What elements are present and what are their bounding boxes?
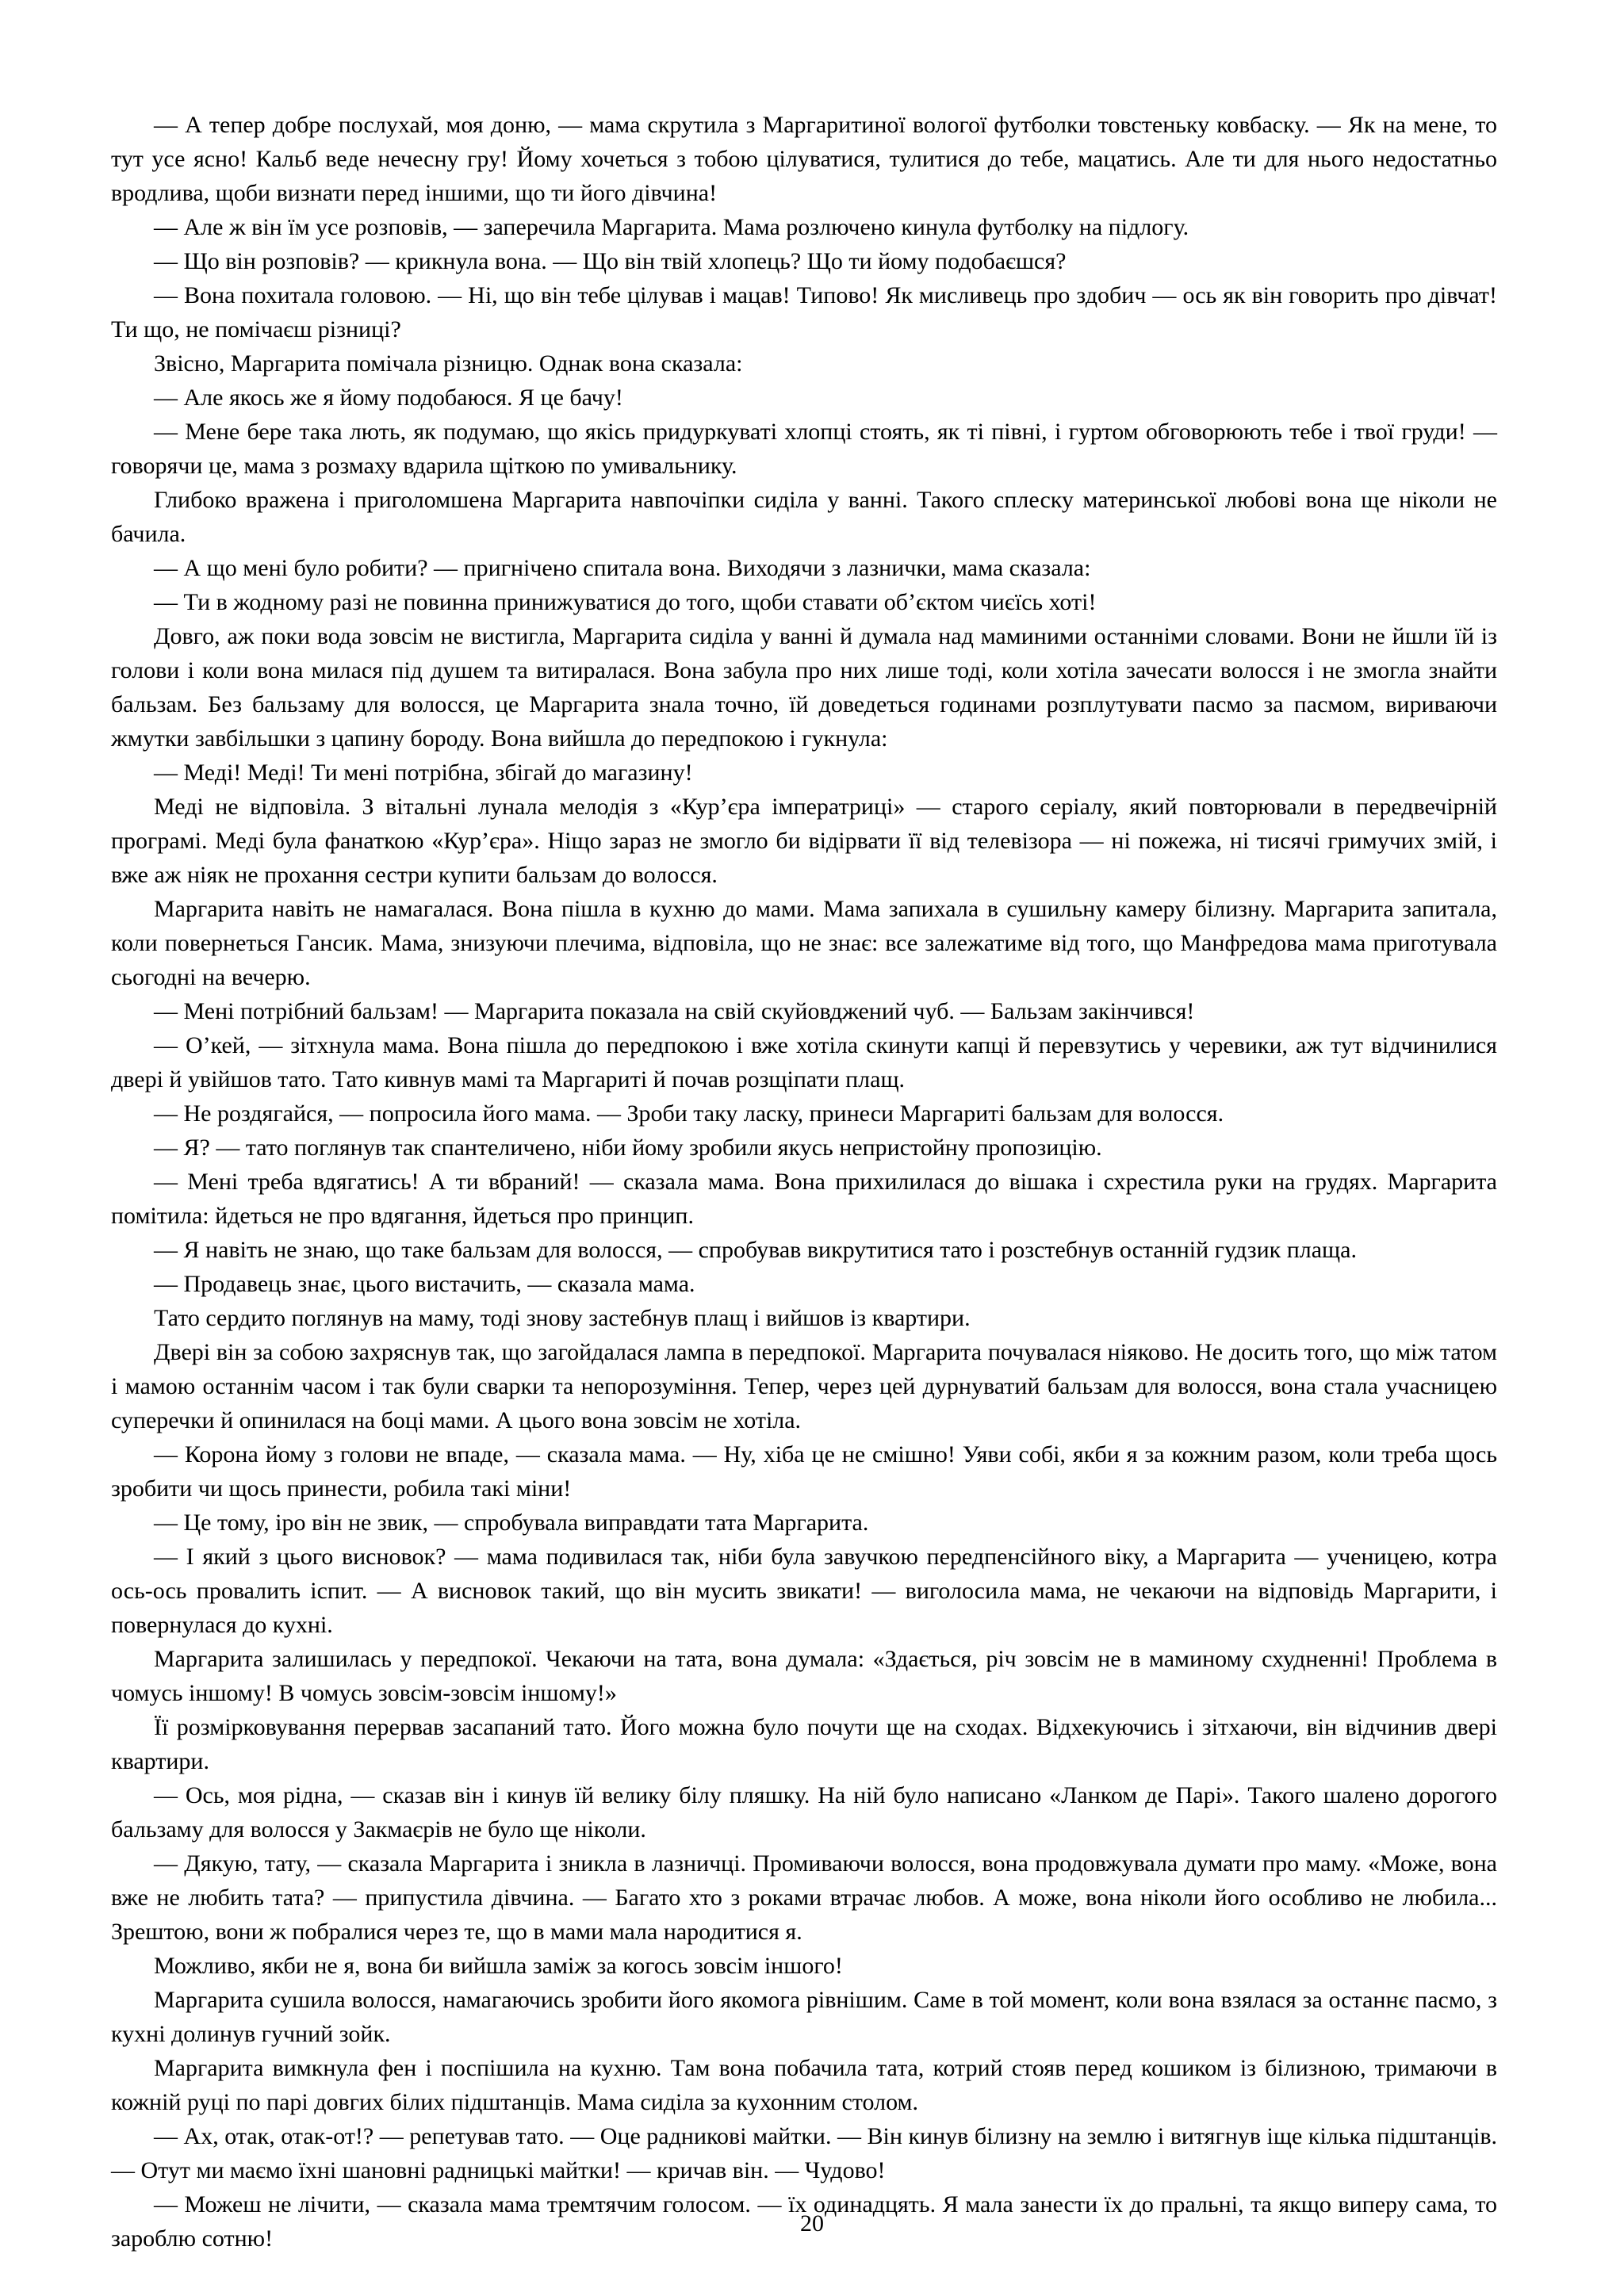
paragraph: — Вона похитала головою. — Ні, що він тебе цілував і мацав! Типово! Як мисливець про здобич — ось як він говорить про дівчат! Ти що, не помічаєш різниці? [111, 282, 1497, 342]
paragraph: Звісно, Маргарита помічала різницю. Однак вона сказала: [154, 350, 743, 377]
paragraph: — О’кей, — зітхнула мама. Вона пішла до передпокою і вже хотіла скинути капці й перевзутись у черевики, аж тут відчинилися двері й увійшов тато. Тато кивнув мамі та Маргариті й почав розщіпати плащ. [111, 1032, 1497, 1093]
paragraph: Маргарита вимкнула фен і поспішила на кухню. Там вона побачила тата, котрий стояв перед кошиком із білизною, тримаючи в кожній руці по парі довгих білих підштанців. Мама сиділа за кухонним столом. [111, 2055, 1497, 2115]
paragraph: Меді не відповіла. З вітальні лунала мелодія з «Кур’єра імператриці» — старого серіалу, який повторювали в передвечірній програмі. Меді була фанаткою «Кур’єра». Ніщо зараз не змогло би відірвати її від телевізора — ні пожежа, ні тисячі гримучих змій, і вже аж ніяк не прохання сестри купити бальзам до волосся. [111, 794, 1497, 888]
paragraph: — Але якось же я йому подобаюся. Я це бачу! [154, 385, 623, 411]
paragraph: Можливо, якби не я, вона би вийшла заміж за когось зовсім іншого! [154, 1953, 843, 1979]
paragraph: Маргарита навіть не намагалася. Вона пішла в кухню до мами. Мама запихала в сушильну камеру білизну. Маргарита запитала, коли повернеться Гансик. Мама, знизуючи плечима, відповіла, що не знає: все залежатиме від того, що Манфредова мама приготувала сьогодні на вечерю. [111, 896, 1497, 990]
paragraph: — Мені треба вдягатись! А ти вбраний! — сказала мама. Вона прихилилася до вішака і схрестила руки на грудях. Маргарита помітила: йдеться не про вдягання, йдеться про принцип. [111, 1169, 1497, 1229]
paragraph: — Корона йому з голови не впаде, — сказала мама. — Ну, хіба це не смішно! Уяви собі, якби я за кожним разом, коли треба щось зробити чи щось принести, робила такі міни! [111, 1441, 1497, 1502]
paragraph: — Але ж він їм усе розповів, — заперечила Маргарита. Мама розлючено кинула футболку на підлогу. [154, 214, 1189, 240]
paragraph: Довго, аж поки вода зовсім не вистигла, Маргарита сиділа у ванні й думала над маминими останніми словами. Вони не йшли їй із голови і коли вона милася під душем та витиралася. Вона забула про них лише тоді, коли хотіла зачесати волосся і не змогла знайти бальзам. Без бальзаму для волосся, це Маргарита знала точно, їй доведеться годинами розплутувати пасмо за пасмом, вириваючи жмутки завбільшки з цапину бороду. Вона вийшла до передпокою і гукнула: [111, 623, 1497, 752]
paragraph: — Це тому, іро він не звик, — спробувала виправдати тата Маргарита. [154, 1510, 869, 1536]
paragraph: — І який з цього висновок? — мама подивилася так, ніби була завучкою передпенсійного віку, а Маргарита — ученицею, котра ось-ось провалить іспит. — А висновок такий, що він мусить звикати! — виголосила мама, не чекаючи на відповідь Маргарити, і повернулася до кухні. [111, 1544, 1497, 1638]
page-number: 20 [800, 2210, 824, 2237]
paragraph: — Дякую, тату, — сказала Маргарита і зникла в лазничці. Промиваючи волосся, вона продовжувала думати про маму. «Може, вона вже не любить тата? — припустила дівчина. — Багато хто з роками втрачає любов. А може, вона ніколи його особливо не любила... Зрештою, вони ж побралися через те, що в мами мала народитися я. [111, 1850, 1497, 1945]
paragraph: — Ти в жодному разі не повинна принижуватися до того, щоби ставати об’єктом чиєїсь хоті! [154, 589, 1097, 615]
paragraph: Глибоко вражена і приголомшена Маргарита навпочіпки сиділа у ванні. Такого сплеску материнської любові вона ще ніколи не бачила. [111, 487, 1497, 547]
paragraph: — Я? — тато поглянув так спантеличено, ніби йому зробили якусь непристойну пропозицію. [154, 1135, 1102, 1161]
paragraph: — Ось, моя рідна, — сказав він і кинув їй велику білу пляшку. На ній було написано «Ланком де Парі». Такого шалено дорогого бальзаму для волосся у Закмаєрів не було ще ніколи. [111, 1782, 1497, 1843]
paragraph: — Мене бере така лють, як подумаю, що якісь придуркуваті хлопці стоять, як ті півні, і гуртом обговорюють тебе і твої груди! — говорячи це, мама з розмаху вдарила щіткою по умивальнику. [111, 419, 1497, 479]
paragraph: Її розмірковування перервав засапаний тато. Його можна було почути ще на сходах. Відхекуючись і зітхаючи, він відчинив двері квартири. [111, 1714, 1497, 1774]
page-body [111, 108, 1497, 2256]
paragraph: — Меді! Меді! Ти мені потрібна, збігай до магазину! [154, 760, 693, 786]
paragraph: Маргарита сушила волосся, намагаючись зробити його якомога рівнішим. Саме в той момент, коли вона взялася за останнє пасмо, з кухні долинув гучний зойк. [111, 1987, 1497, 2047]
paragraph: — Що він розповів? — крикнула вона. — Що він твій хлопець? Що ти йому подобаєшся? [154, 248, 1067, 274]
paragraph: — А тепер добре послухай, моя доню, — мама скрутила з Маргаритиної вологої футболки товстеньку ковбаску. — Як на мене, то тут усе ясно! Кальб веде нечесну гру! Йому хочеться з тобою цілуватися, тулитися до тебе, мацатись. Але ти для нього недостатньо вродлива, щоби визнати перед іншими, що ти його дівчина! [111, 112, 1497, 206]
paragraph: Двері він за собою захряснув так, що загойдалася лампа в передпокої. Маргарита почувалася ніяково. Не досить того, що між татом і мамою останнім часом і так були сварки та непорозуміння. Тепер, через цей дурнуватий бальзам для волосся, вона стала учасницею суперечки й опинилася на боці мами. А цього вона зовсім не хотіла. [111, 1339, 1497, 1433]
paragraph: — Не роздягайся, — попросила його мама. — Зроби таку ласку, принеси Маргариті бальзам для волосся. [154, 1100, 1224, 1127]
paragraph: — А що мені було робити? — пригнічено спитала вона. Виходячи з лазнички, мама сказала: [154, 555, 1091, 581]
paragraph: — Можеш не лічити, — сказала мама тремтячим голосом. — їх одинадцять. Я мала занести їх до пральні, та якщо виперу сама, то зароблю сотню! [111, 2191, 1497, 2252]
paragraph: — Мені потрібний бальзам! — Маргарита показала на свій скуйовджений чуб. — Бальзам закінчився! [154, 998, 1195, 1024]
paragraph: Маргарита залишилась у передпокої. Чекаючи на тата, вона думала: «Здається, річ зовсім не в маминому схудненні! Проблема в чомусь іншому! В чомусь зовсім-зовсім іншому!» [111, 1646, 1497, 1706]
paragraph: — Ах, отак, отак-от!? — репетував тато. — Оце радникові майтки. — Він кинув білизну на землю і витягнув іще кілька підштанців. — Отут ми маємо їхні шановні радницькі майтки! — кричав він. — Чудово! [111, 2123, 1497, 2183]
paragraph: Тато сердито поглянув на маму, тоді знову застебнув плащ і вийшов із квартири. [154, 1305, 971, 1331]
paragraph: — Продавець знає, цього вистачить, — сказала мама. [154, 1271, 695, 1297]
paragraph: — Я навіть не знаю, що таке бальзам для волосся, — спробував викрутитися тато і розстебнув останній гудзик плаща. [154, 1237, 1357, 1263]
